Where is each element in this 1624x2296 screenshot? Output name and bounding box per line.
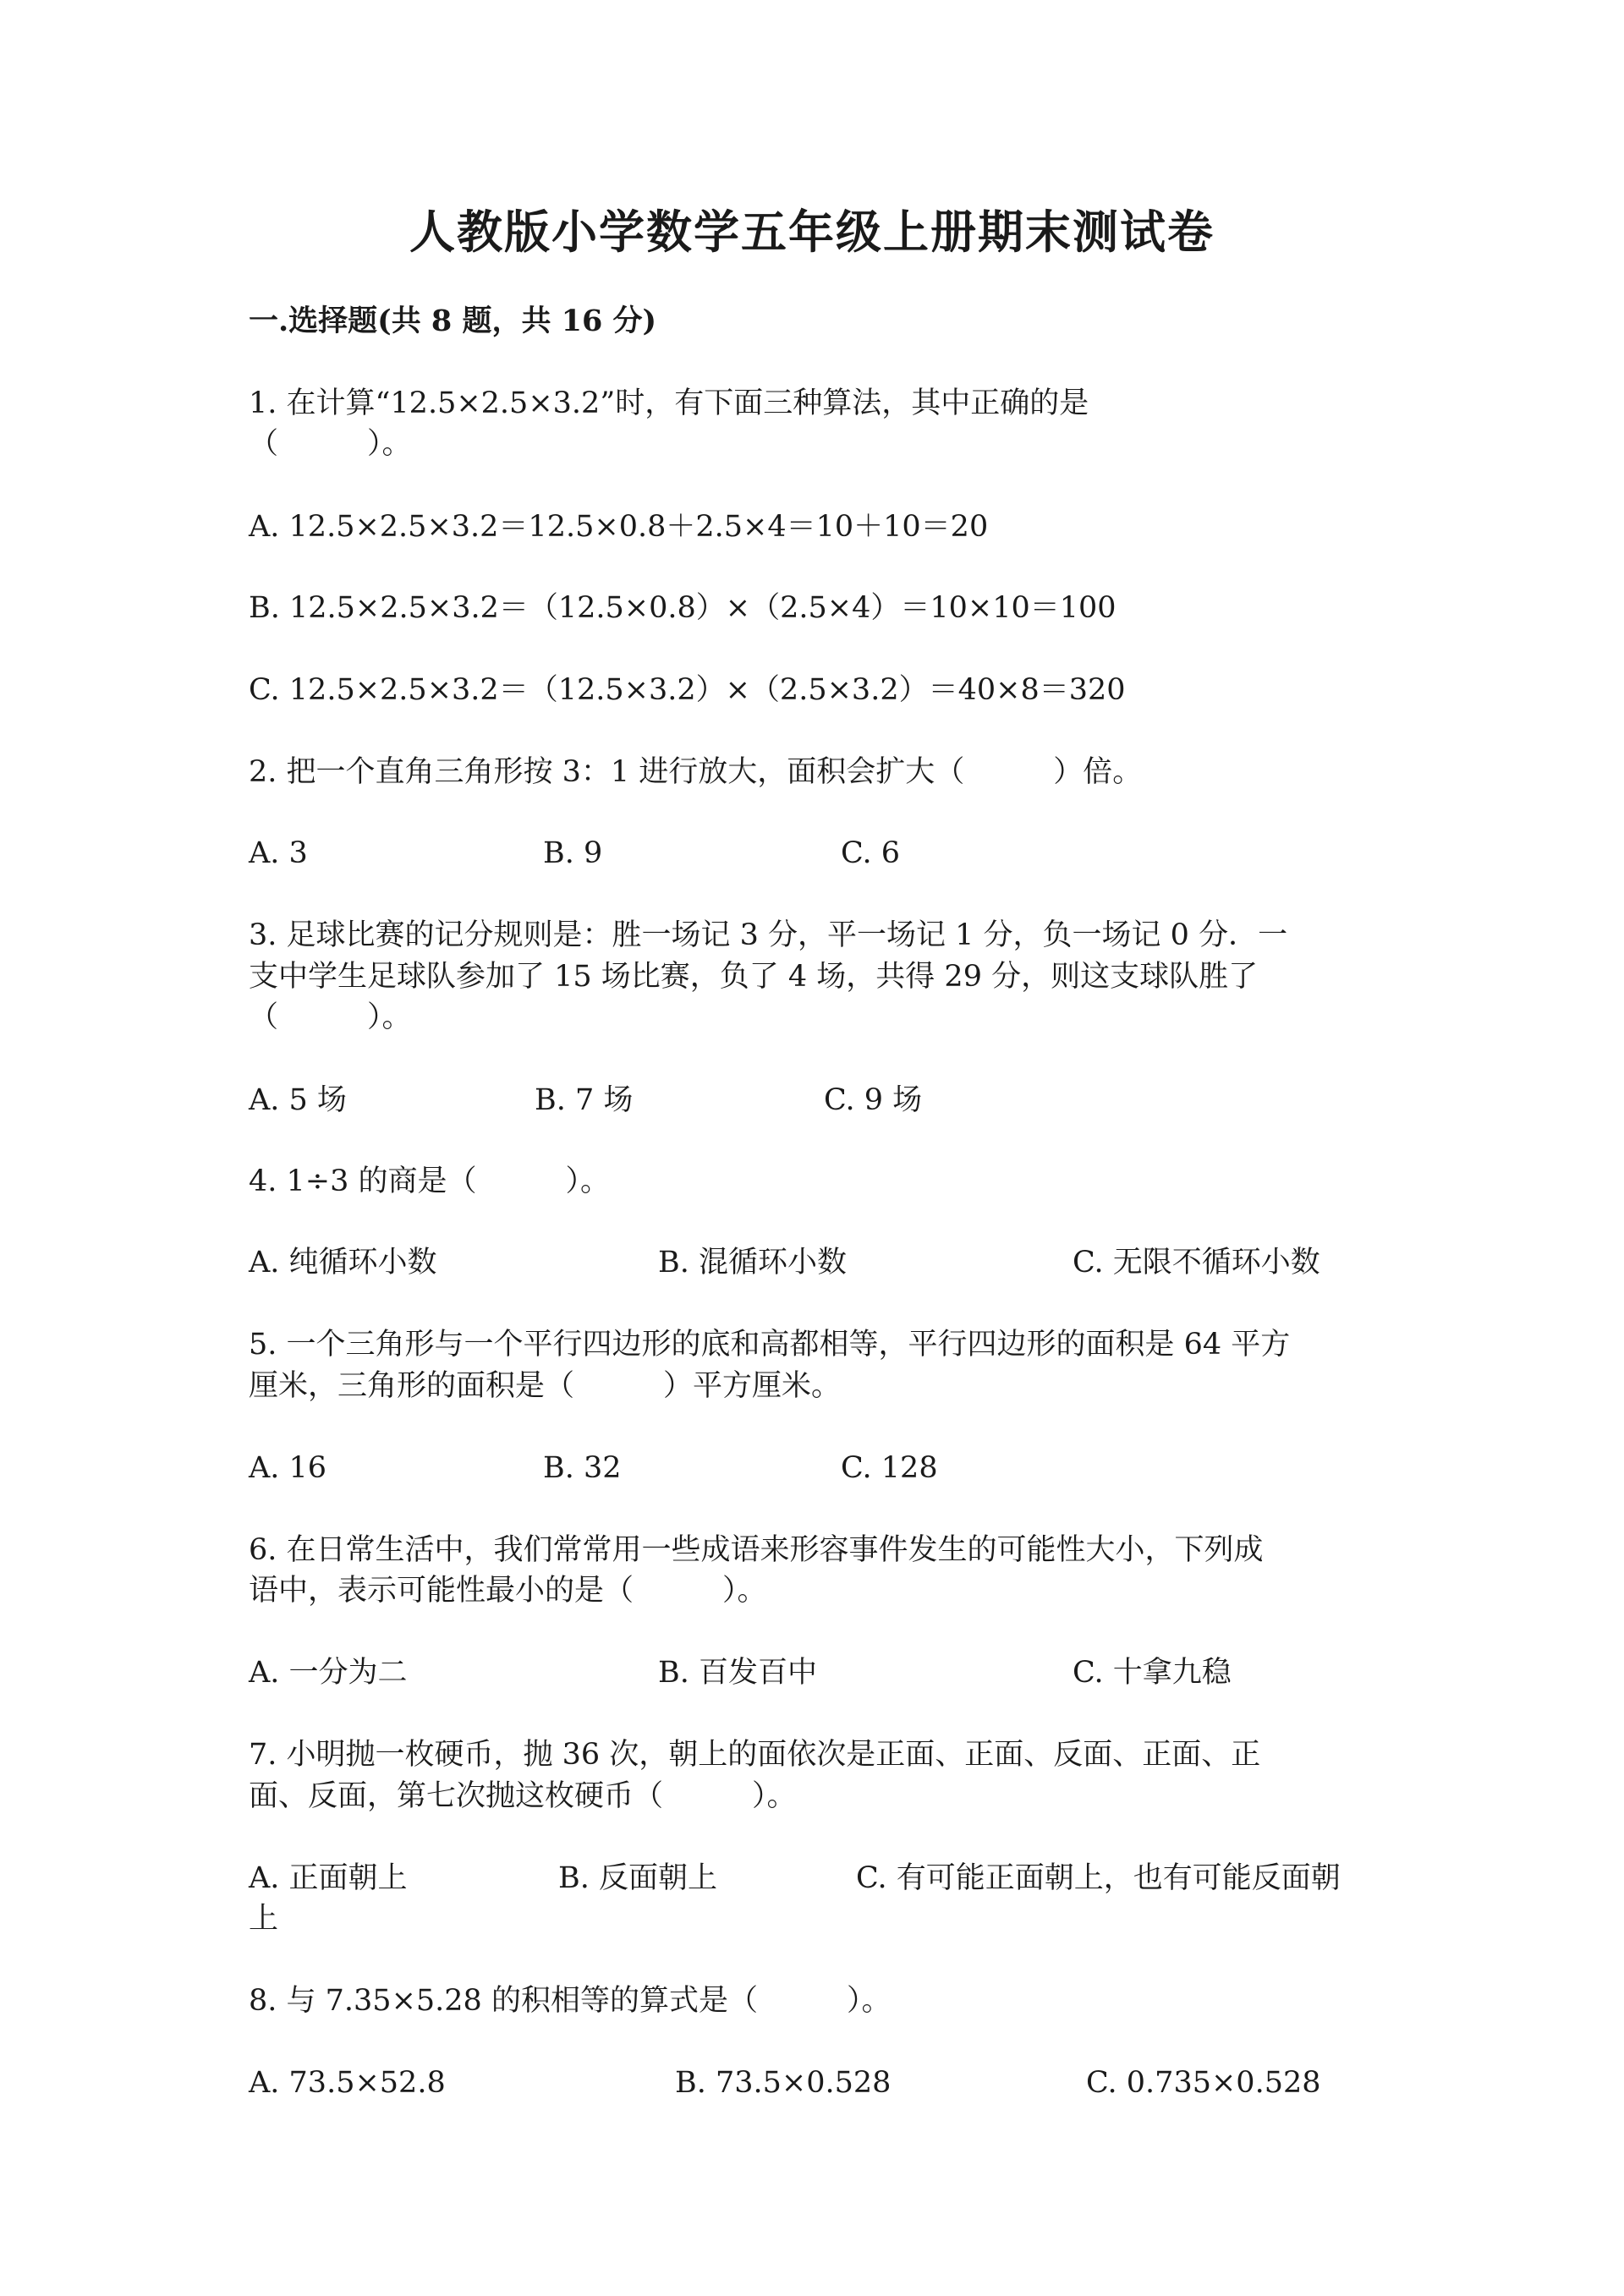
question-7-text-cont: 面、反面，第七次抛这枚硬币（ ）。: [249, 1779, 797, 1813]
question-6-option-c: C. 十拿九稳: [1073, 1656, 1232, 1690]
question-1-option-a: A. 12.5×2.5×3.2＝12.5×0.8＋2.5×4＝10＋10＝20: [249, 510, 989, 544]
page-title: 人教版小学数学五年级上册期末测试卷: [409, 205, 1215, 259]
question-6-option-b: B. 百发百中: [658, 1656, 817, 1690]
question-7-option-c-cont: 上: [249, 1902, 279, 1936]
question-4-text: 4. 1÷3 的商是（ ）。: [249, 1164, 611, 1198]
question-5-text: 5. 一个三角形与一个平行四边形的底和高都相等，平行四边形的面积是 64 平方: [249, 1328, 1291, 1362]
question-5-option-c: C. 128: [841, 1451, 938, 1485]
question-1-option-c: C. 12.5×2.5×3.2＝（12.5×3.2）×（2.5×3.2）＝40×8＝320: [249, 673, 1126, 707]
question-1-text: 1. 在计算“12.5×2.5×3.2”时，有下面三种算法，其中正确的是: [249, 386, 1089, 420]
question-3-option-c: C. 9 场: [824, 1083, 923, 1117]
question-8-text: 8. 与 7.35×5.28 的积相等的算式是（ ）。: [249, 1984, 892, 2018]
question-1-text-cont: （ ）。: [249, 427, 412, 461]
question-7-option-a: A. 正面朝上: [249, 1861, 408, 1895]
question-2-option-a: A. 3: [249, 836, 308, 870]
question-8-option-b: B. 73.5×0.528: [675, 2066, 892, 2100]
question-2-option-b: B. 9: [543, 836, 603, 870]
question-7-option-b: B. 反面朝上: [558, 1861, 717, 1895]
question-5-option-b: B. 32: [543, 1451, 622, 1485]
question-7-text: 7. 小明抛一枚硬币，抛 36 次，朝上的面依次是正面、正面、反面、正面、正: [249, 1738, 1261, 1772]
question-5-text-cont: 厘米，三角形的面积是（ ）平方厘米。: [249, 1369, 842, 1403]
question-5-option-a: A. 16: [249, 1451, 327, 1485]
question-1-option-b: B. 12.5×2.5×3.2＝（12.5×0.8）×（2.5×4）＝10×10＝100: [249, 591, 1116, 625]
question-8-option-a: A. 73.5×52.8: [249, 2066, 446, 2100]
question-4-option-a: A. 纯循环小数: [249, 1246, 437, 1280]
question-3-text: 3. 足球比赛的记分规则是：胜一场记 3 分，平一场记 1 分，负一场记 0 分．一: [249, 918, 1288, 952]
question-2-option-c: C. 6: [841, 836, 901, 870]
question-6-text: 6. 在日常生活中，我们常常用一些成语来形容事件发生的可能性大小，下列成: [249, 1533, 1264, 1567]
question-6-option-a: A. 一分为二: [249, 1656, 408, 1690]
question-3-option-a: A. 5 场: [249, 1083, 347, 1117]
question-7-option-c: C. 有可能正面朝上，也有可能反面朝: [856, 1861, 1341, 1895]
question-6-text-cont: 语中，表示可能性最小的是（ ）。: [249, 1574, 767, 1608]
question-4-option-b: B. 混循环小数: [658, 1246, 847, 1280]
question-8-option-c: C. 0.735×0.528: [1086, 2066, 1321, 2100]
question-3-text-cont: 支中学生足球队参加了 15 场比赛，负了 4 场，共得 29 分，则这支球队胜了: [249, 960, 1259, 994]
question-4-option-c: C. 无限不循环小数: [1073, 1246, 1320, 1280]
question-3-option-b: B. 7 场: [535, 1083, 634, 1117]
section-heading: 一.选择题(共 8 题，共 16 分): [249, 304, 657, 338]
question-2-text: 2. 把一个直角三角形按 3：1 进行放大，面积会扩大（ ）倍。: [249, 755, 1143, 789]
question-3-text-cont2: （ ）。: [249, 1000, 412, 1034]
